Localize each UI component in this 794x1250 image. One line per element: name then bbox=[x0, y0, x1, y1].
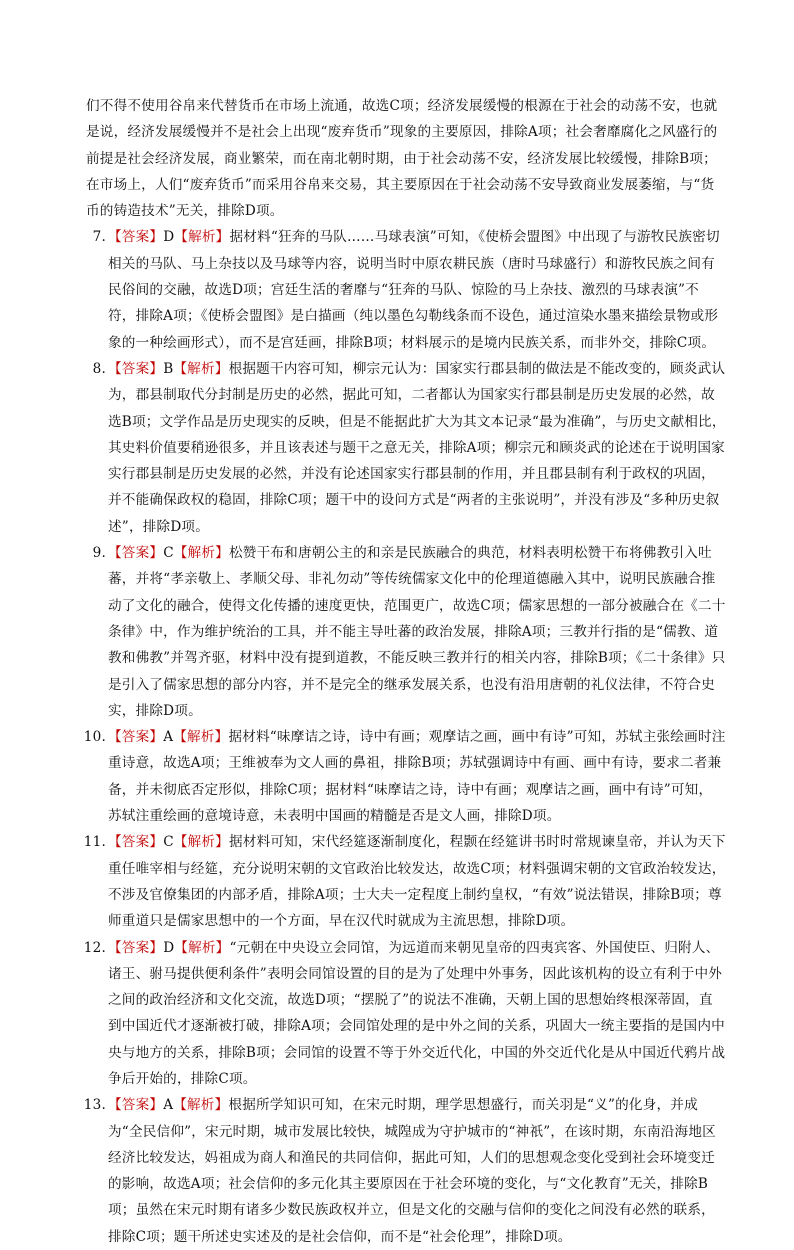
analysis-label: 【解析】 bbox=[173, 834, 229, 851]
answer-label: 【答案】 bbox=[108, 834, 164, 851]
analysis-label: 【解析】 bbox=[173, 1097, 229, 1114]
analysis-text: 松赞干布和唐朝公主的和亲是民族融合的典范，材料表明松赞干布将佛教引入吐蕃，并将“孝亲敬上、孝顺父母、非礼勿动”等传统儒家文化中的伦理道德融入其中，说明民族融合推动了文化的融合，使得文化传播的速度更快，范围更广，故选C项；儒家思想的一部分被融合在《二十条律》中，作为维护统治的工具，并不能主导吐蕃的政治发展，排除A项；三教并行指的是“儒教、道教和佛教”并驾齐驱，材料中没有提到道教，不能反映三教并行的相关内容，排除B项；《二十条律》只是引入了儒家思想的部分内容，并不是完全的继承发展关系，也没有沿用唐朝的礼仪法律，不符合史实，排除D项。 bbox=[108, 545, 726, 719]
question-number: 8. bbox=[92, 360, 106, 377]
answer-value: B bbox=[163, 360, 174, 377]
answer-label: 【答案】 bbox=[108, 229, 164, 246]
question-number: 9. bbox=[92, 545, 106, 562]
answer-value: D bbox=[163, 229, 175, 246]
analysis-label: 【解析】 bbox=[173, 729, 229, 746]
question-item-13 bbox=[83, 1092, 726, 1250]
question-number: 11. bbox=[83, 834, 106, 851]
analysis-label: 【解析】 bbox=[174, 939, 230, 956]
question-number: 12. bbox=[83, 939, 106, 956]
analysis-text: 据材料“味摩诘之诗，诗中有画；观摩诘之画，画中有诗”可知，苏轼主张绘画时注重诗意，故选A项；王维被奉为文人画的鼻祖，排除B项；苏轼强调诗中有画、画中有诗，要求二者兼备，并未彻底否定形似，排除C项；据材料“味摩诘之诗，诗中有画；观摩诘之画，画中有诗”可知，苏轼注重绘画的意境诗意，未表明中国画的精髓是否是文人画，排除D项。 bbox=[108, 729, 726, 825]
answer-label: 【答案】 bbox=[108, 545, 164, 562]
analysis-label: 【解析】 bbox=[173, 360, 229, 377]
answer-label: 【答案】 bbox=[108, 729, 164, 746]
analysis-text: 根据所学知识可知，在宋元时期，理学思想盛行，而关羽是“义”的化身，并成为“全民信仰”，宋元时期，城市发展比较快，城隍成为守护城市的“神祇”，在该时期，东南沿海地区经济比较发达，妈祖成为商人和渔民的共同信仰，据此可知，人们的思想观念变化受到社会环境变迁的影响，故选A项；社会信仰的多元化其主要原因在于社会环境的变化，与“文化教育”无关，排除B项；虽然在宋元时期有诸多少数民族政权并立，但是文化的交融与信仰的变化之间没有必然的联系，排除C项；题干所述史实述及的是社会信仰，而不是“社会伦理”，排除D项。 bbox=[108, 1097, 716, 1245]
question-item-10 bbox=[83, 724, 726, 829]
question-item-9 bbox=[86, 540, 726, 724]
answer-label: 【答案】 bbox=[108, 939, 164, 956]
answer-value: C bbox=[163, 834, 174, 851]
question-item-12 bbox=[83, 935, 726, 1093]
question-number: 10. bbox=[83, 729, 106, 746]
analysis-text: 据材料“狂奔的马队……马球表演”可知，《使桥会盟图》中出现了与游牧民族密切相关的马队、马上杂技以及马球等内容，说明当时中原农耕民族（唐时马球盛行）和游牧民族之间有民俗间的交融，故选D项；宫廷生活的奢靡与“狂奔的马队、惊险的马上杂技、激烈的马球表演”不符，排除A项；《使桥会盟图》是白描画（纯以墨色勾勒线条而不设色，通过渲染水墨来描绘景物或形象的一种绘画形式），而不是宫廷画，排除B项；材料展示的是境内民族关系，而非外交，排除C项。 bbox=[108, 229, 720, 351]
answer-label: 【答案】 bbox=[108, 360, 164, 377]
answer-analysis-content bbox=[83, 93, 726, 1250]
question-number: 13. bbox=[83, 1097, 106, 1114]
analysis-text: 据材料可知，宋代经筵逐渐制度化，程颢在经筵讲书时时常规谏皇帝，并认为天下重任唯宰相与经筵，充分说明宋朝的文官政治比较发达，故选C项；材料强调宋朝的文官政治较发达，不涉及官僚集团的内部矛盾，排除A项；士大夫一定程度上制约皇权，“有效”说法错误，排除B项；尊师重道只是儒家思想中的一个方面，早在汉代时就成为主流思想，排除D项。 bbox=[108, 834, 726, 930]
analysis-label: 【解析】 bbox=[174, 229, 230, 246]
answer-value: A bbox=[163, 1097, 174, 1114]
question-item-8 bbox=[86, 356, 726, 540]
continued-paragraph: 们不得不使用谷帛来代替货币在市场上流通，故选C项；经济发展缓慢的根源在于社会的动荡不安，也就是说，经济发展缓慢并不是社会上出现“废弃货币”现象的主要原因，排除A项；社会奢靡腐化之风盛行的前提是社会经济发展，商业繁荣，而在南北朝时期，由于社会动荡不安，经济发展比较缓慢，排除B项；在市场上，人们“废弃货币”而采用谷帛来交易，其主要原因在于社会动荡不安导致商业发展萎缩，与“货币的铸造技术”无关，排除D项。 bbox=[86, 98, 718, 220]
question-item-11 bbox=[83, 829, 726, 934]
answer-value: A bbox=[163, 729, 174, 746]
answer-value: C bbox=[163, 545, 174, 562]
analysis-label: 【解析】 bbox=[173, 545, 229, 562]
question-number: 7. bbox=[92, 229, 106, 246]
analysis-text: “元朝在中央设立会同馆，为远道而来朝见皇帝的四夷宾客、外国使臣、归附人、诸王、驸马提供便利条件”表明会同馆设置的目的是为了处理中外事务，因此该机构的设立有利于中外之间的政治经济和文化交流，故选D项；“摆脱了”的说法不准确，天朝上国的思想始终根深蒂固，直到中国近代才逐渐被打破，排除A项；会同馆处理的是中外之间的关系，巩固大一统主要指的是国内中央与地方的关系，排除B项；会同馆的设置不等于外交近代化，中国的外交近代化是从中国近代鸦片战争后开始的，排除C项。 bbox=[108, 939, 726, 1087]
analysis-text: 根据题干内容可知，柳宗元认为：国家实行郡县制的做法是不能改变的，顾炎武认为，郡县制取代分封制是历史的必然，据此可知，二者都认为国家实行郡县制是历史发展的必然，故选B项；文学作品是历史现实的反映，但是不能据此扩大为其文本记录“最为准确”，与历史文献相比，其史料价值要稍逊很多，并且该表述与题干之意无关，排除A项；柳宗元和顾炎武的论述在于说明国家实行郡县制是历史发展的必然，并没有论述国家实行郡县制的作用，并且郡县制有利于政权的巩固，并不能确保政权的稳固，排除C项；题干中的设问方式是“两者的主张说明”，并没有涉及“多种历史叙述”，排除D项。 bbox=[108, 360, 726, 535]
question-item-7 bbox=[86, 224, 726, 355]
answer-label: 【答案】 bbox=[108, 1097, 164, 1114]
answer-value: D bbox=[163, 939, 175, 956]
